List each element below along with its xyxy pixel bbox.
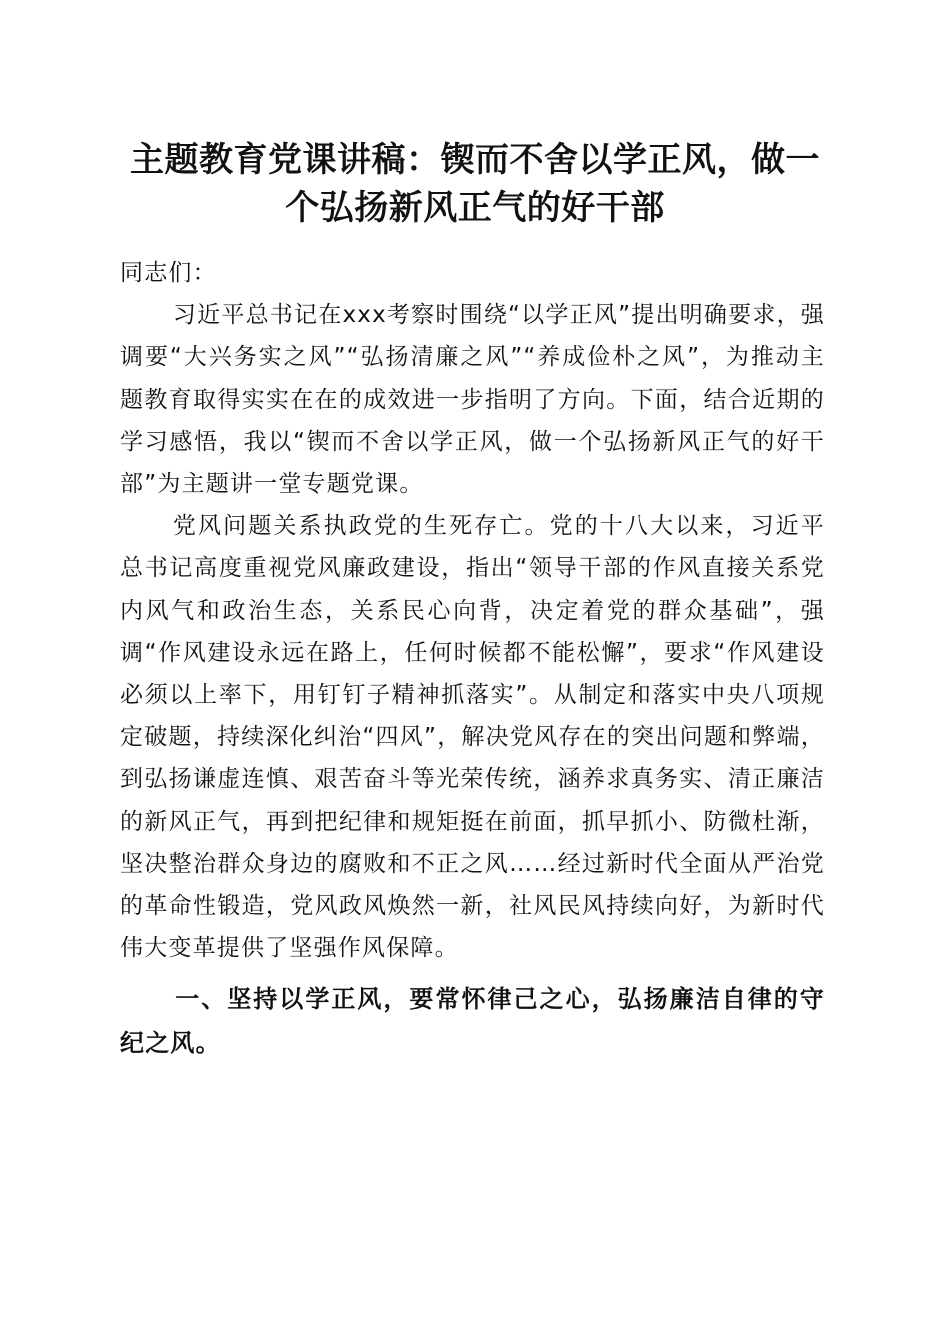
paragraph-1: 习近平总书记在xxx考察时围绕“以学正风”提出明确要求，强调要“大兴务实之风”“弘扬清廉之风”“养成俭朴之风”，为推动主题教育取得实实在在的成效进一步指明了方向。下面，结合近期的学习感悟，我以“锲而不舍以学正风，做一个弘扬新风正气的好干部”为主题讲一堂专题党课。 — [120, 302, 825, 498]
document-body — [120, 252, 825, 1065]
section-heading-1: 一、坚持以学正风，要常怀律己之心，弘扬廉洁自律的守纪之风。 — [120, 985, 825, 1058]
paragraph-2: 党风问题关系执政党的生死存亡。党的十八大以来，习近平总书记高度重视党风廉政建设，指出“领导干部的作风直接关系党内风气和政治生态，关系民心向背，决定着党的群众基础”，强调“作风建设永远在路上，任何时候都不能松懈”，要求“作风建设必须以上率下，用钉钉子精神抓落实”。从制定和落实中央八项规定破题，持续深化纠治“四风”，解决党风存在的突出问题和弊端，到弘扬谦虚连慎、艰苦奋斗等光荣传统，涵养求真务实、清正廉洁的新风正气，再到把纪律和规矩挺在前面，抓早抓小、防微杜渐，坚决整治群众身边的腐败和不正之风……经过新时代全面从严治党的革命性锻造，党风政风焕然一新，社风民风持续向好，为新时代伟大变革提供了坚强作风保障。 — [120, 513, 825, 962]
greeting: 同志们： — [120, 260, 217, 286]
document-title — [110, 136, 840, 232]
title-line-2: 个弘扬新风正气的好干部 — [285, 188, 665, 228]
title-line-1: 主题教育党课讲稿：锲而不舍以学正风，做一 — [130, 140, 820, 180]
